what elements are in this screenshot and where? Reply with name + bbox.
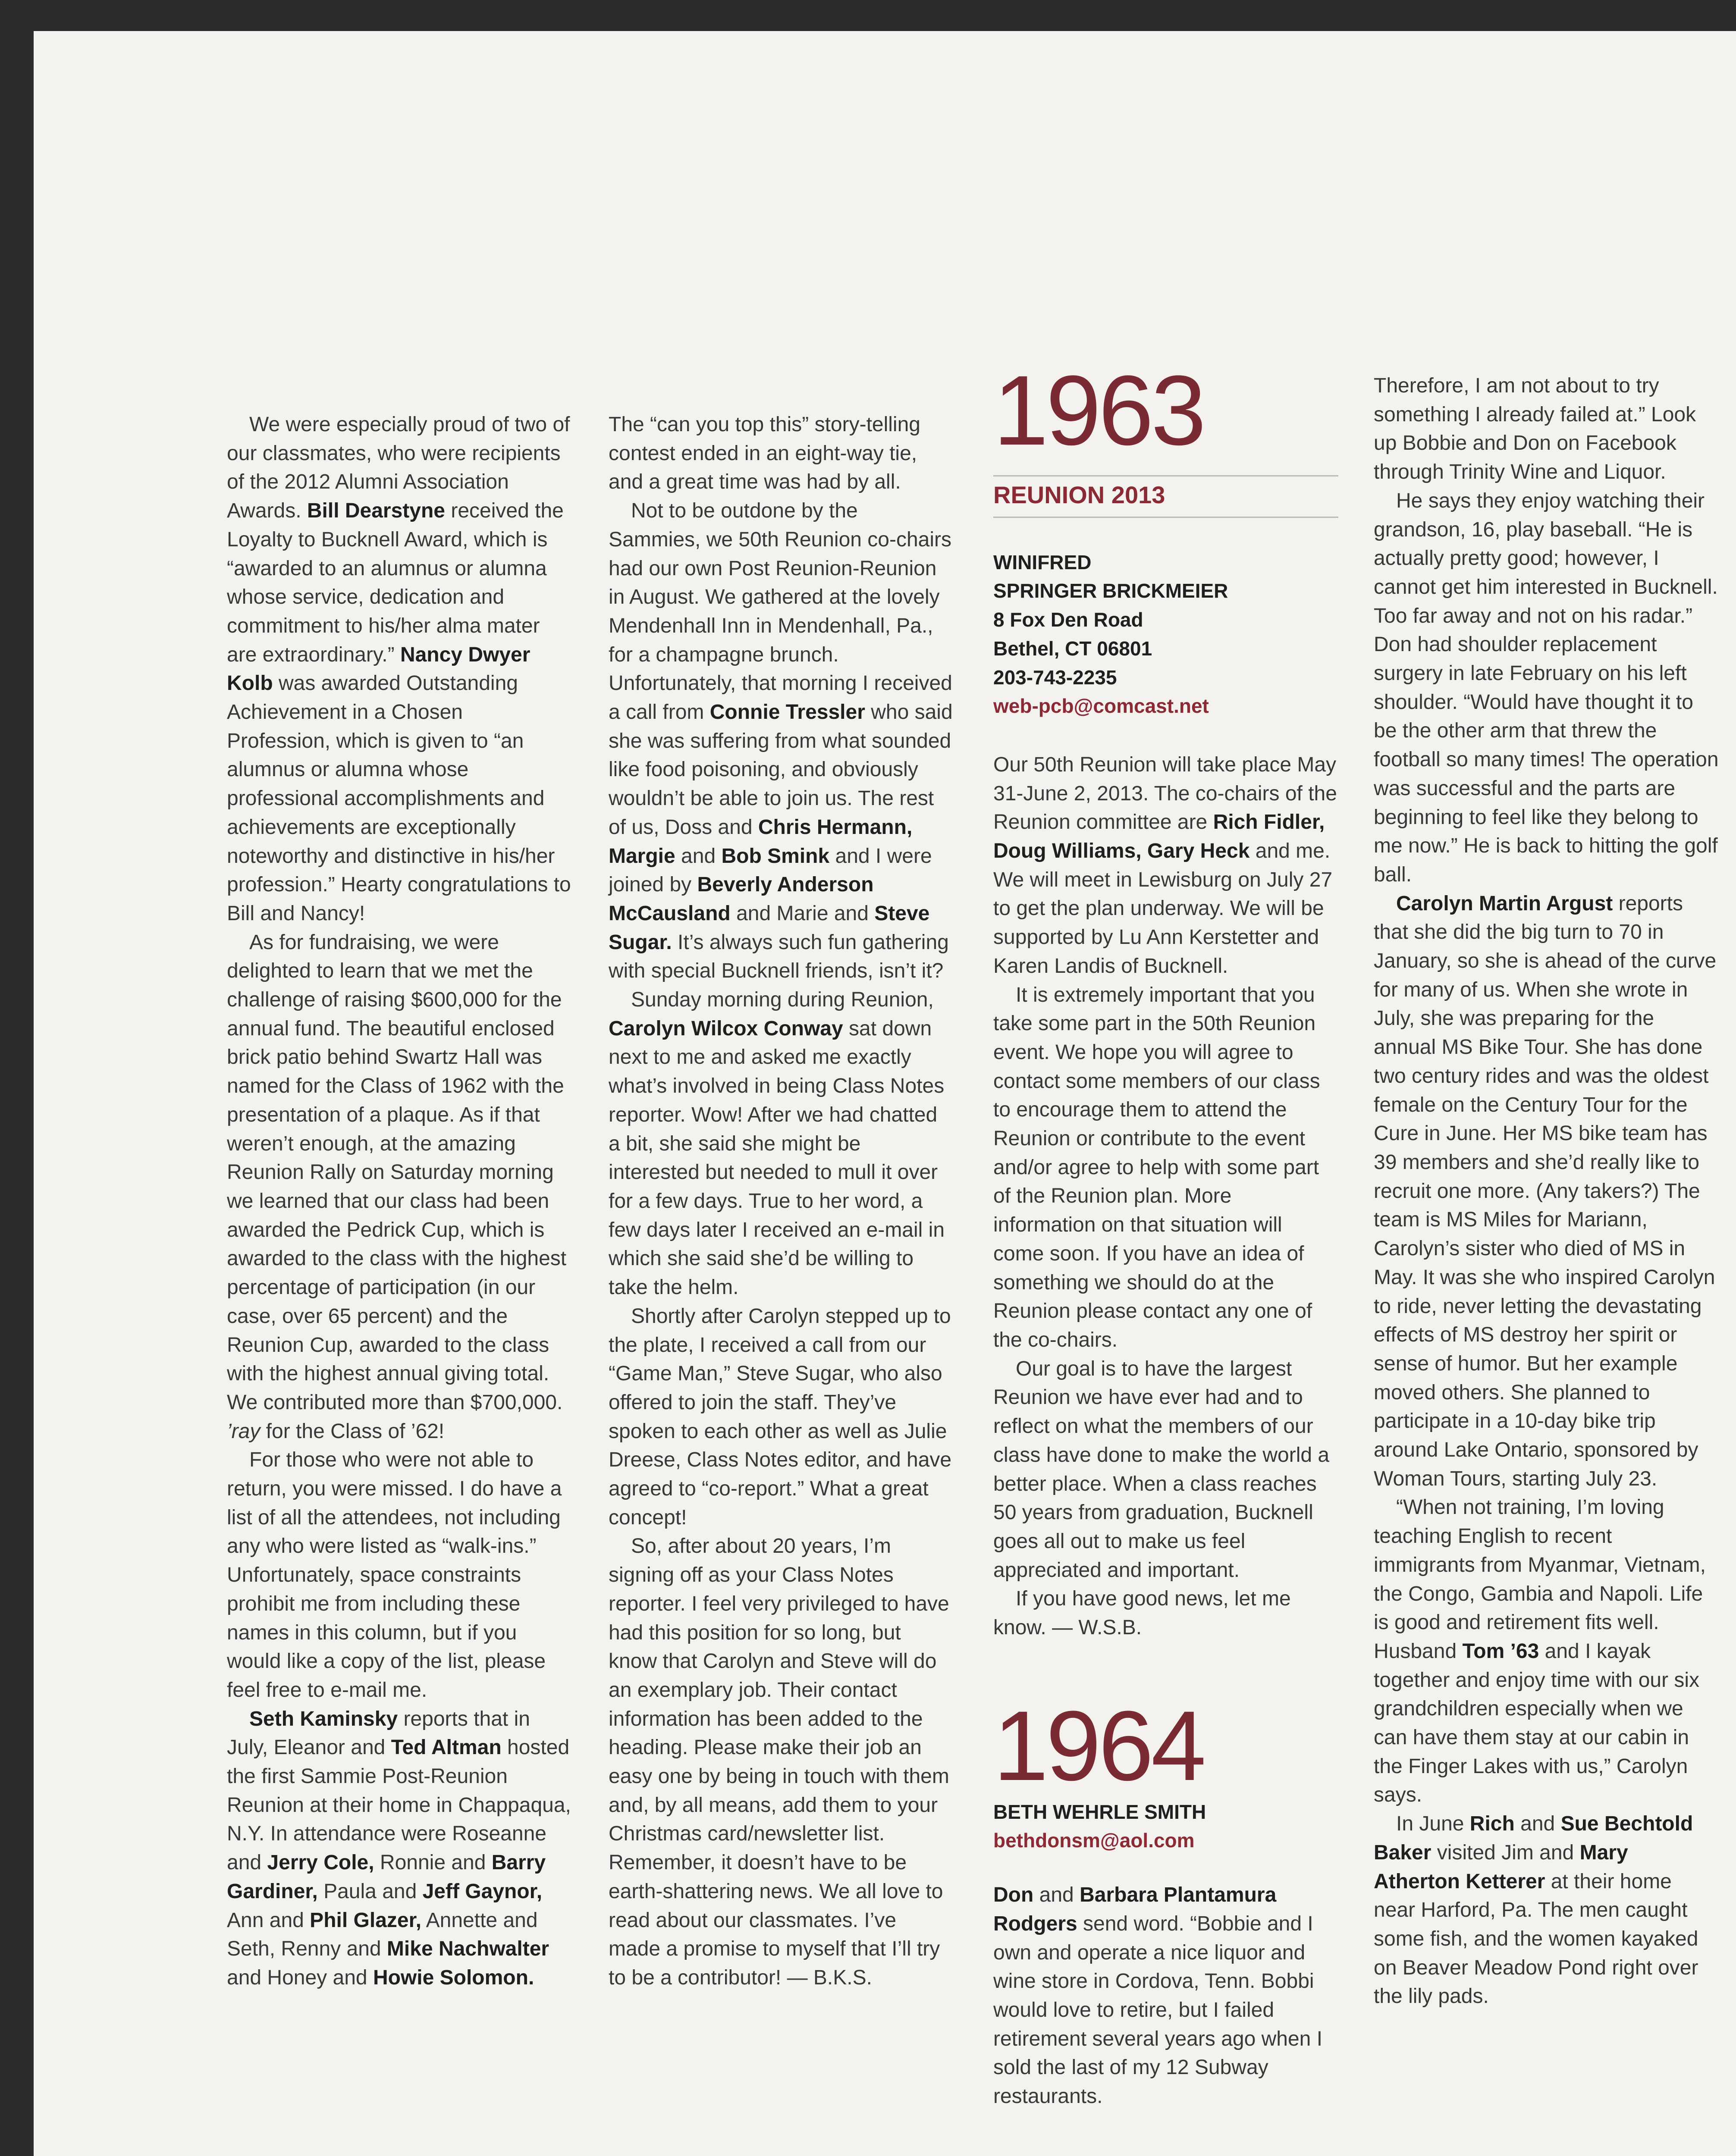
magazine-page — [34, 31, 1736, 2156]
paragraph: It is extremely important that you take some part in the 50th Reunion event. We hope you will agree to contact some members of our class to encourage them to attend the Reunion or contribute to the event and/or agree to help with some part of the Reunion plan. More information on that situation will come soon. If you have an idea of something we should do at the Reunion please contact any one of the co-chairs. — [993, 983, 1320, 1351]
paragraph: If you have good news, let me know. — W.S.B. — [993, 1587, 1291, 1639]
paragraph: In June Rich and Sue Bechtold Baker visited Jim and Mary Atherton Ketterer at their home near Harford, Pa. The men caught some fish, and the women kayaked on Beaver Meadow Pond right over the lily pads. — [1374, 1812, 1698, 2008]
paragraph: “When not training, I’m loving teaching English to recent immigrants from Myanmar, Vietnam, the Congo, Gambia and Napoli. Life is good and retirement fits well. Husband Tom ’63 and I kayak together and enjoy time with our six grandchildren especially when we can have them stay at our cabin in the Finger Lakes with us,” Carolyn says. — [1374, 1496, 1706, 1807]
paragraph: He says they enjoy watching their grandson, 16, play baseball. “He is actually pretty good; however, I cannot get him interested in Bucknell. Too far away and not on his radar.” Don had shoulder replacement surgery in late February on his left shoulder. “Would have thought it to be the other arm that threw the football so many times! The operation was successful and the parts are beginning to feel like they belong to me now.” He is back to hitting the golf ball. — [1374, 489, 1719, 886]
column-2 — [609, 411, 954, 1993]
class-year-heading-1963: 1963 — [993, 355, 1204, 466]
paragraph: For those who were not able to return, you were missed. I do have a list of all the attendees, not including any who were listed as “walk-ins.” Unfortunately, space constraints prohibit me from including these names in this column, but if you would like a copy of the list, please feel free to e-mail me. — [227, 1448, 562, 1702]
paragraph: As for fundraising, we were delighted to learn that we met the challenge of raising $600,000 for the annual fund. The beautiful enclosed brick patio behind Swartz Hall was named for the Class of 1962 with the presentation of a plaque. As if that weren’t enough, at the amazing Reunion Rally on Saturday morning we learned that our class had been awarded the Pedrick Cup, which is awarded to the class with the highest percentage of participation (in our case, over 65 percent) and the Reunion Cup, awarded to the class with the highest annual giving total. We contributed more than $700,000. ’ray for the Class of ’62! — [227, 931, 567, 1443]
paragraph: Shortly after Carolyn stepped up to the plate, I received a call from our “Game Man,” Steve Sugar, who also offered to join the staff. They’ve spoken to each other as well as Julie Dreese, Class Notes editor, and have agreed to “co-report.” What a great concept! — [609, 1304, 952, 1529]
paragraph: So, after about 20 years, I’m signing off as your Class Notes reporter. I feel very privileged to have had this position for so long, but know that Carolyn and Steve will do an exemplary job. Their contact information has been added to the heading. Please make their job an easy one by being in touch with them and, by all means, add them to your Christmas card/newsletter list. Remember, it doesn’t have to be earth-shattering news. We all love to read about our classmates. I’ve made a promise to myself that I’ll try to be a contributor! — B.K.S. — [609, 1535, 949, 1989]
classmate-name: Don — [993, 1883, 1034, 1907]
classmate-name: Barry Gardiner, — [227, 1851, 546, 1903]
reporter-phone: 203-743-2235 — [993, 666, 1117, 689]
class-reporter-contact-1963 — [993, 548, 1338, 721]
reporter-email[interactable]: bethdonsm@aol.com — [993, 1829, 1195, 1852]
reporter-email[interactable]: web-pcb@comcast.net — [993, 695, 1209, 718]
classmate-name: Rich Fidler, Doug Williams, Gary Heck — [993, 811, 1325, 863]
classmate-name: Connie Tressler — [709, 701, 865, 724]
classmate-name: Rich — [1469, 1812, 1515, 1836]
reporter-address: 8 Fox Den Road — [993, 608, 1143, 631]
paragraph: Our 50th Reunion will take place May 31-June 2, 2013. The co-chairs of the Reunion committee are Rich Fidler, Doug Williams, Gary Heck and me. We will meet in Lewisburg on July 27 to get the plan underway. We will be supported by Lu Ann Kerstetter and Karen Landis of Bucknell. — [993, 753, 1337, 978]
paragraph: Not to be outdone by the Sammies, we 50th Reunion co-chairs had our own Post Reunion-Reunion in August. We gathered at the lovely Mendenhall Inn in Mendenhall, Pa., for a champagne brunch. Unfortunately, that morning I received a call from Connie Tressler who said she was suffering from what sounded like food poisoning, and obviously wouldn’t be able to join us. The rest of us, Doss and Chris Hermann, Margie and Bob Smink and I were joined by Beverly Anderson McCausland and Marie and Steve Sugar. It’s always such fun gathering with special Bucknell friends, isn’t it? — [609, 499, 953, 983]
paragraph: Sunday morning during Reunion, Carolyn Wilcox Conway sat down next to me and asked me exactly what’s involved in being Class Notes reporter. Wow! After we had chatted a bit, she said she might be interested but needed to mull it over for a few days. True to her word, a few days later I received an e-mail in which she said she’d be willing to take the helm. — [609, 988, 945, 1299]
column-4 — [1374, 372, 1719, 2011]
reporter-name: SPRINGER BRICKMEIER — [993, 580, 1228, 602]
classmate-name: Tom ’63 — [1462, 1639, 1539, 1663]
classmate-name: Howie Solomon. — [373, 1966, 534, 1989]
classmate-name: Sue Bechtold Baker — [1374, 1812, 1693, 1864]
classmate-name: Carolyn Martin Argust — [1396, 892, 1613, 915]
classmate-name: Nancy Dwyer Kolb — [227, 643, 531, 695]
classmate-name: Seth Kaminsky — [249, 1707, 398, 1730]
classmate-name: Jeff Gaynor, — [422, 1880, 543, 1903]
column-1 — [227, 411, 572, 1993]
paragraph: Don and Barbara Plantamura Rodgers send word. “Bobbie and I own and operate a nice liquor and wine store in Cordova, Tenn. Bobbi would love to retire, but I failed retirement several years ago when I sold the last of my 12 Subway restaurants. — [993, 1883, 1323, 2108]
reporter-city: Bethel, CT 06801 — [993, 637, 1152, 660]
classmate-name: Beverly Anderson McCausland — [609, 873, 874, 925]
classmate-name: Bob Smink — [721, 844, 830, 868]
classmate-name: Mike Nachwalter — [386, 1937, 549, 1961]
class-reporter-contact-1964 — [993, 1798, 1338, 1855]
classmate-name: Phil Glazer, — [310, 1908, 421, 1932]
classmate-name: Mary Atherton Ketterer — [1374, 1841, 1628, 1893]
reporter-name: WINIFRED — [993, 551, 1092, 573]
classmate-name: Chris Hermann, Margie — [609, 815, 913, 868]
class-year-heading-1964: 1964 — [993, 1690, 1204, 1801]
reunion-label: REUNION 2013 — [993, 476, 1338, 518]
paragraph: The “can you top this” story-telling contest ended in an eight-way tie, and a great time was had by all. — [609, 413, 920, 494]
reporter-name: BETH WEHRLE SMITH — [993, 1800, 1206, 1823]
classmate-name: Steve Sugar. — [609, 902, 930, 954]
classmate-name: Jerry Cole, — [267, 1851, 374, 1874]
classmate-name: Bill Dearstyne — [307, 499, 445, 523]
paragraph: Our goal is to have the largest Reunion we have ever had and to reflect on what the members of our class have done to make the world a better place. When a class reaches 50 years from graduation, Bucknell goes all out to make us feel appreciated and important. — [993, 1357, 1330, 1582]
column-3 — [993, 355, 1338, 2111]
paragraph: Carolyn Martin Argust reports that she did the big turn to 70 in January, so she is ahead of the curve for many of us. When she wrote in July, she was preparing for the annual MS Bike Tour. She has done two century rides and was the oldest female on the Century Tour for the Cure in June. Her MS bike team has 39 members and she’d really like to recruit one more. (Any takers?) The team is MS Miles for Mariann, Carolyn’s sister who died of MS in May. It was she who inspired Carolyn to ride, never letting the devastating effects of MS destroy her spirit or sense of humor. But her example moved others. She planned to participate in a 10-day bike trip around Lake Ontario, sponsored by Woman Tours, starting July 23. — [1374, 892, 1717, 1490]
paragraph: Therefore, I am not about to try something I already failed at.” Look up Bobbie and Don on Facebook through Trinity Wine and Liquor. — [1374, 374, 1696, 484]
classmate-name: Ted Altman — [391, 1736, 502, 1759]
paragraph: Seth Kaminsky reports that in July, Eleanor and Ted Altman hosted the first Sammie Post-Reunion Reunion at their home in Chappaqua, N.Y. In attendance were Roseanne and Jerry Cole, Ronnie and Barry Gardiner, Paula and Jeff Gaynor, Ann and Phil Glazer, Annette and Seth, Renny and Mike Nachwalter and Honey and Howie Solomon. — [227, 1707, 571, 1989]
classmate-name: Carolyn Wilcox Conway — [609, 1017, 843, 1040]
paragraph: We were especially proud of two of our classmates, who were recipients of the 2012 Alumni Association Awards. Bill Dearstyne received the Loyalty to Bucknell Award, which is “awarded to an alumnus or alumna whose service, dedication and commitment to his/her alma mater are extraordinary.” Nancy Dwyer Kolb was awarded Outstanding Achievement in a Chosen Profession, which is given to “an alumnus or alumna whose professional accomplishments and achievements are exceptionally noteworthy and distinctive in his/her profession.” Hearty congratulations to Bill and Nancy! — [227, 413, 571, 925]
classmate-name: Barbara Plantamura Rodgers — [993, 1883, 1277, 1935]
